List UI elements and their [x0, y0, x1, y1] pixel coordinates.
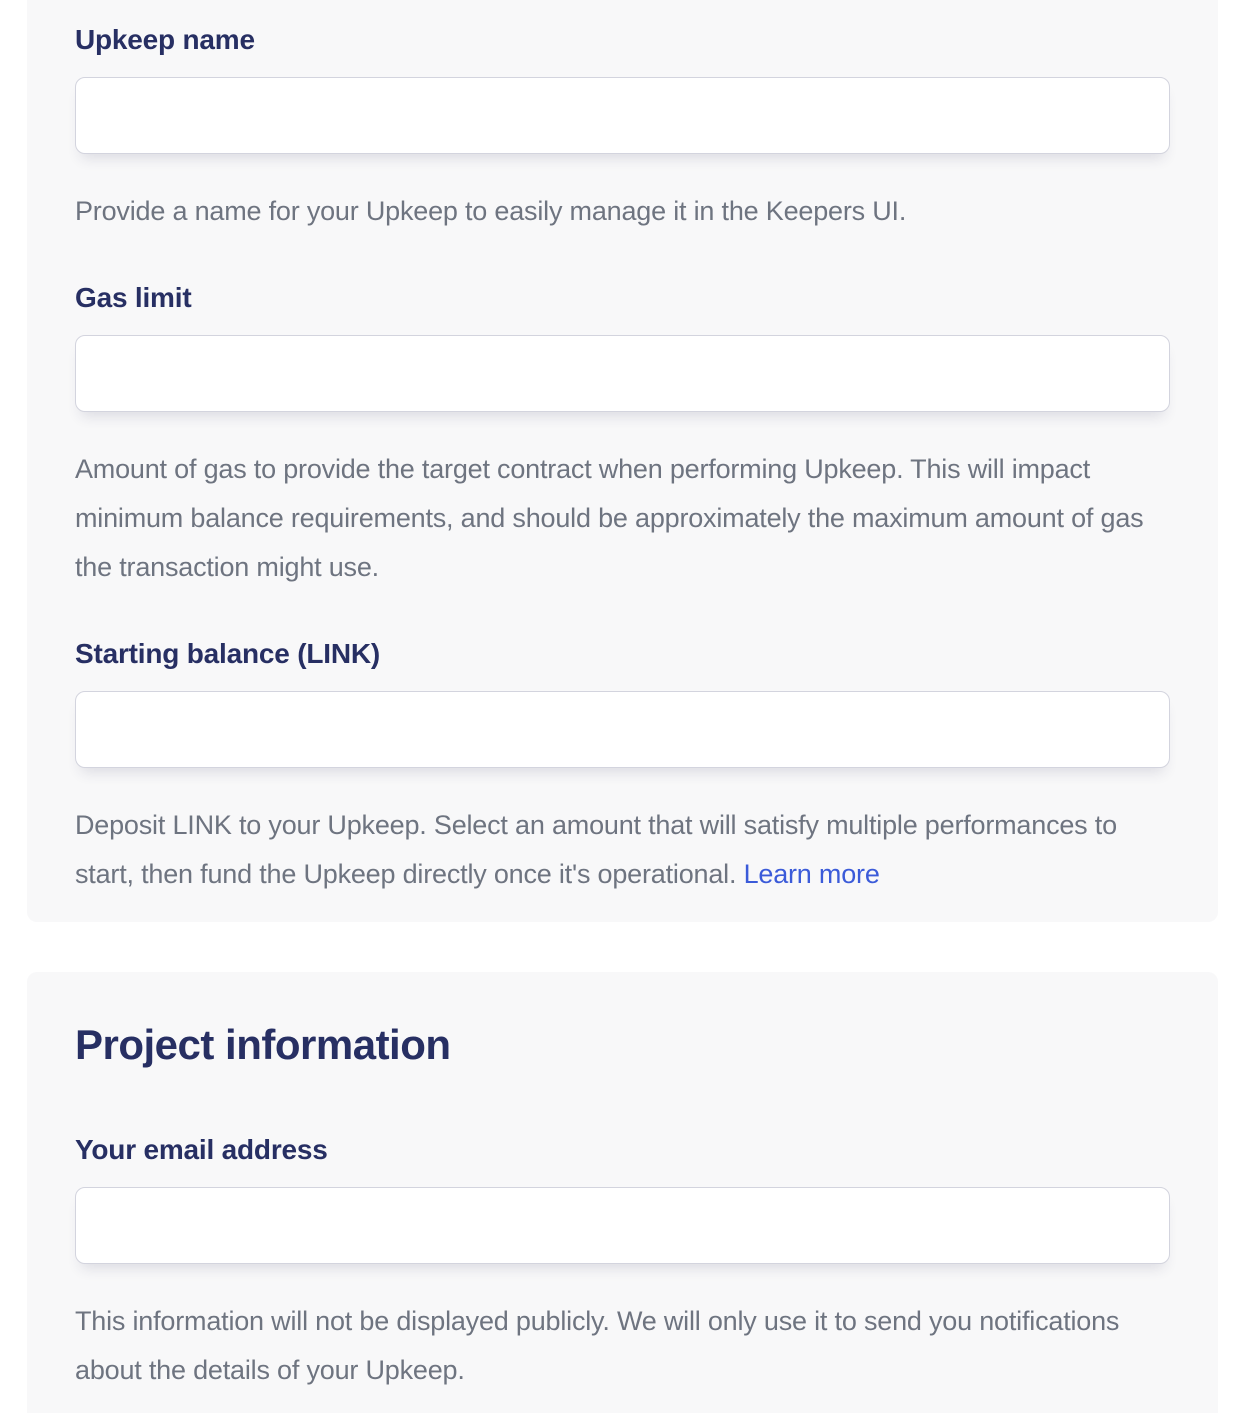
field-upkeep-name — [75, 22, 1170, 236]
learn-more-link[interactable]: Learn more — [743, 859, 880, 889]
upkeep-name-label: Upkeep name — [75, 24, 255, 55]
field-gas-limit — [75, 280, 1170, 592]
upkeep-details-card — [27, 0, 1218, 922]
starting-balance-helper-text: Deposit LINK to your Upkeep. Select an amount that will satisfy multiple performances to start, then fund the Upkeep directly once it's operational. — [75, 810, 1117, 889]
field-email-address — [75, 1132, 1170, 1395]
starting-balance-helper — [75, 801, 1170, 899]
email-address-helper: This information will not be displayed publicly. We will only use it to send you notifications about the details of your Upkeep. — [75, 1306, 1120, 1385]
project-information-card — [27, 972, 1218, 1413]
email-address-label: Your email address — [75, 1134, 328, 1165]
field-starting-balance — [75, 636, 1170, 899]
email-address-input[interactable] — [75, 1187, 1170, 1264]
gas-limit-helper: Amount of gas to provide the target contract when performing Upkeep. This will impact minimum balance requirements, and should be approximately the maximum amount of gas the transaction might use. — [75, 454, 1144, 582]
gas-limit-input[interactable] — [75, 335, 1170, 412]
project-information-heading: Project information — [75, 1021, 451, 1068]
upkeep-name-helper: Provide a name for your Upkeep to easily manage it in the Keepers UI. — [75, 196, 907, 226]
section-divider-gap — [0, 922, 1251, 972]
upkeep-name-input[interactable] — [75, 77, 1170, 154]
gas-limit-label: Gas limit — [75, 282, 192, 313]
starting-balance-input[interactable] — [75, 691, 1170, 768]
starting-balance-label: Starting balance (LINK) — [75, 638, 380, 669]
